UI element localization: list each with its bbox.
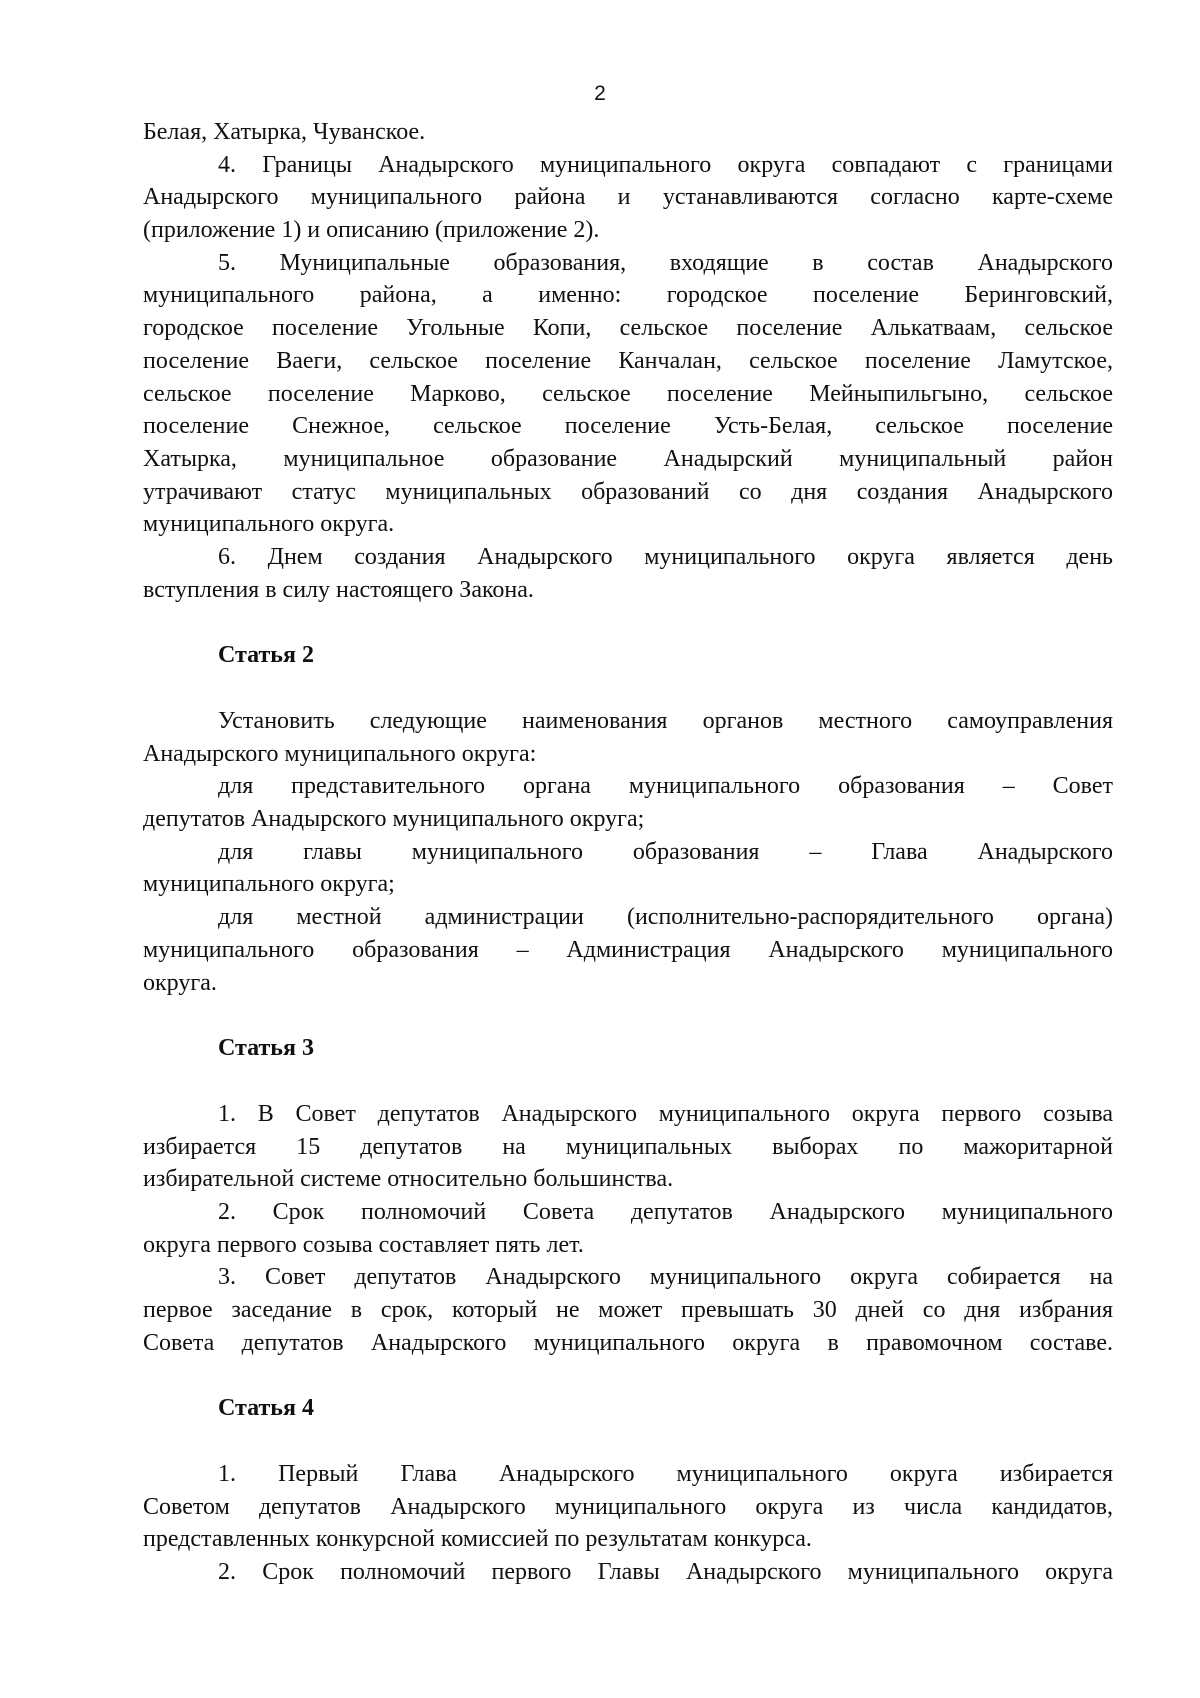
- article-1-continuation: [143, 116, 1113, 606]
- text-line: муниципального образования – Администрация Анадырского муниципального: [143, 936, 1113, 963]
- text-line: городское поселение Угольные Копи, сельское поселение Алькатваам, сельское: [143, 315, 1113, 342]
- document-body: [143, 116, 1113, 1589]
- text-line: Установить следующие наименования органов местного самоуправления: [218, 708, 1113, 734]
- text-line: муниципального округа;: [143, 871, 395, 898]
- text-line: первое заседание в срок, который не может превышать 30 дней со дня избрания: [143, 1297, 1113, 1323]
- text-line: вступления в силу настоящего Закона.: [143, 576, 534, 603]
- text-line: 5. Муниципальные образования, входящие в состав Анадырского: [218, 249, 1113, 276]
- article-heading: Статья 3: [218, 1035, 314, 1062]
- text-line: для главы муниципального образования – Глава Анадырского: [218, 838, 1113, 865]
- text-line: 1. Первый Глава Анадырского муниципального округа избирается: [218, 1461, 1113, 1488]
- blank-line: [143, 672, 1113, 705]
- text-line: муниципального района, а именно: городское поселение Беринговский,: [143, 282, 1113, 309]
- text-line: 3. Совет депутатов Анадырского муниципального округа собирается на: [218, 1264, 1113, 1291]
- blank-line: [143, 606, 1113, 639]
- text-line: 2. Срок полномочий первого Главы Анадырского муниципального округа: [218, 1559, 1113, 1586]
- text-line: 1. В Совет депутатов Анадырского муниципального округа первого созыва: [218, 1100, 1113, 1127]
- text-line: Советом депутатов Анадырского муниципального округа из числа кандидатов,: [143, 1493, 1113, 1520]
- text-line: муниципального округа.: [143, 511, 395, 538]
- article-heading: Статья 4: [218, 1395, 314, 1422]
- blank-line: [143, 999, 1113, 1032]
- article-3: [143, 1032, 1113, 1359]
- text-line: депутатов Анадырского муниципального округа;: [143, 806, 645, 833]
- text-line: избирательной системе относительно большинства.: [143, 1166, 674, 1193]
- text-line: 6. Днем создания Анадырского муниципального округа является день: [218, 543, 1113, 570]
- text-line: Белая, Хатырка, Чуванское.: [143, 119, 426, 145]
- text-line: Хатырка, муниципальное образование Анадырский муниципальный район: [143, 445, 1113, 472]
- text-line: (приложение 1) и описанию (приложение 2).: [143, 217, 600, 244]
- blank-line: [143, 1065, 1113, 1098]
- text-line: для местной администрации (исполнительно-распорядительного органа): [218, 904, 1113, 931]
- text-line: избирается 15 депутатов на муниципальных выборах по мажоритарной: [143, 1133, 1113, 1160]
- text-line: округа.: [143, 969, 217, 996]
- article-4: [143, 1392, 1113, 1588]
- text-line: Совета депутатов Анадырского муниципального округа в правомочном составе.: [143, 1329, 1113, 1356]
- text-line: округа первого созыва составляет пять лет.: [143, 1231, 584, 1258]
- text-line: 4. Границы Анадырского муниципального округа совпадают с границами: [218, 151, 1113, 178]
- text-line: поселение Снежное, сельское поселение Усть-Белая, сельское поселение: [143, 413, 1113, 440]
- text-line: для представительного органа муниципального образования – Совет: [218, 773, 1113, 800]
- page-number: 2: [594, 82, 606, 105]
- article-heading: Статья 2: [218, 642, 314, 669]
- text-line: представленных конкурсной комиссией по результатам конкурса.: [143, 1526, 812, 1553]
- text-line: Анадырского муниципального района и устанавливаются согласно карте-схеме: [143, 184, 1113, 211]
- blank-line: [143, 1425, 1113, 1458]
- text-line: Анадырского муниципального округа:: [143, 740, 537, 767]
- text-line: 2. Срок полномочий Совета депутатов Анадырского муниципального: [218, 1198, 1113, 1225]
- text-line: сельское поселение Марково, сельское поселение Мейныпильгыно, сельское: [143, 380, 1113, 407]
- article-2: [143, 639, 1113, 999]
- text-line: поселение Ваеги, сельское поселение Канчалан, сельское поселение Ламутское,: [143, 347, 1113, 374]
- text-line: утрачивают статус муниципальных образований со дня создания Анадырского: [143, 478, 1113, 505]
- blank-line: [143, 1359, 1113, 1392]
